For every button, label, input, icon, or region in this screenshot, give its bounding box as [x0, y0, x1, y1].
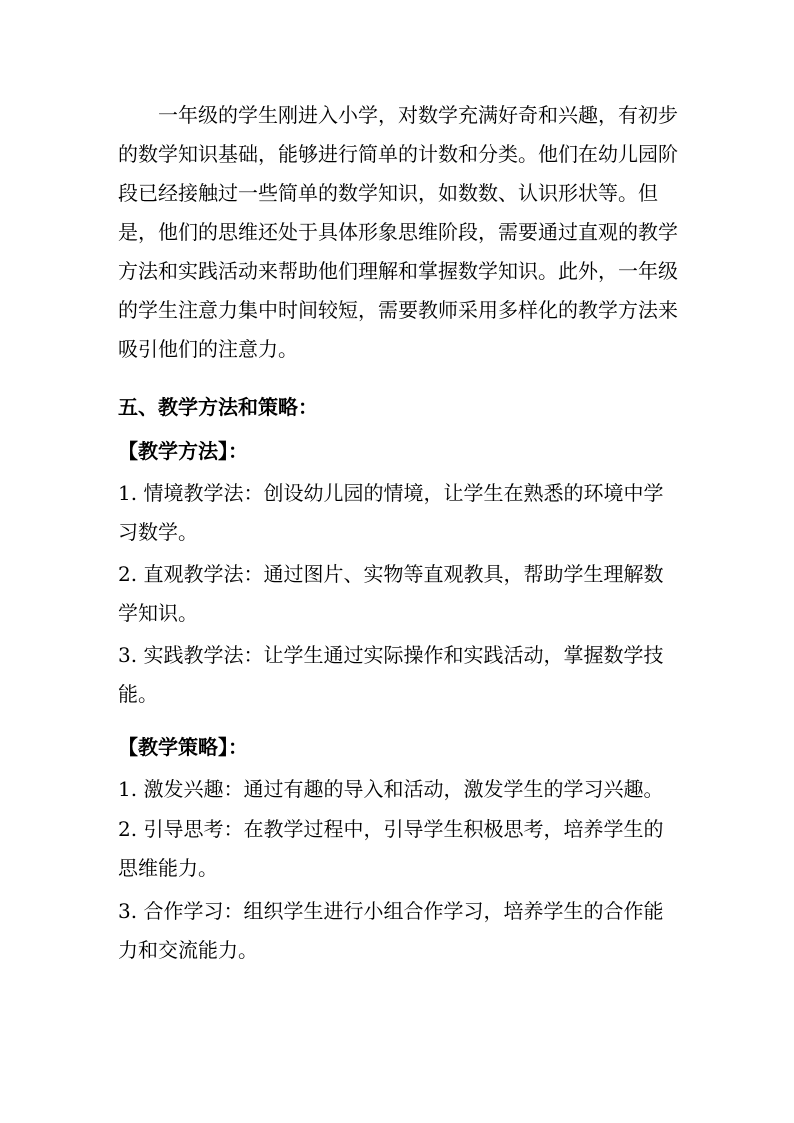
strategy-item-1: 1. 激发兴趣：通过有趣的导入和活动，激发学生的学习兴趣。 [118, 777, 664, 801]
strategy-item-2: 2. 引导思考：在教学过程中，引导学生积极思考，培养学生的思维能力。 [118, 817, 664, 880]
strategies-heading: 【教学策略】： [118, 735, 248, 759]
method-item-1: 1. 情境教学法：创设幼儿园的情境，让学生在熟悉的环境中学习数学。 [118, 481, 664, 544]
method-item-3: 3. 实践教学法：让学生通过实际操作和实践活动，掌握数学技能。 [118, 643, 664, 706]
intro-paragraph: 一年级的学生刚进入小学，对数学充满好奇和兴趣，有初步的数学知识基础，能够进行简单的计数和分类。他们在幼儿园阶段已经接触过一些简单的数学知识，如数数、认识形状等。但是，他们的思维还处于具体形象思维阶段，需要通过直观的教学方法和实践活动来帮助他们理解和掌握数学知识。此外，一年级的学生注意力集中时间较短，需要教师采用多样化的教学方法来吸引他们的注意力。 [118, 103, 678, 361]
section-heading: 五、教学方法和策略： [118, 395, 318, 419]
methods-heading: 【教学方法】： [118, 439, 248, 463]
method-item-2: 2. 直观教学法：通过图片、实物等直观教具，帮助学生理解数学知识。 [118, 562, 664, 625]
strategy-item-3: 3. 合作学习：组织学生进行小组合作学习，培养学生的合作能力和交流能力。 [118, 899, 664, 962]
